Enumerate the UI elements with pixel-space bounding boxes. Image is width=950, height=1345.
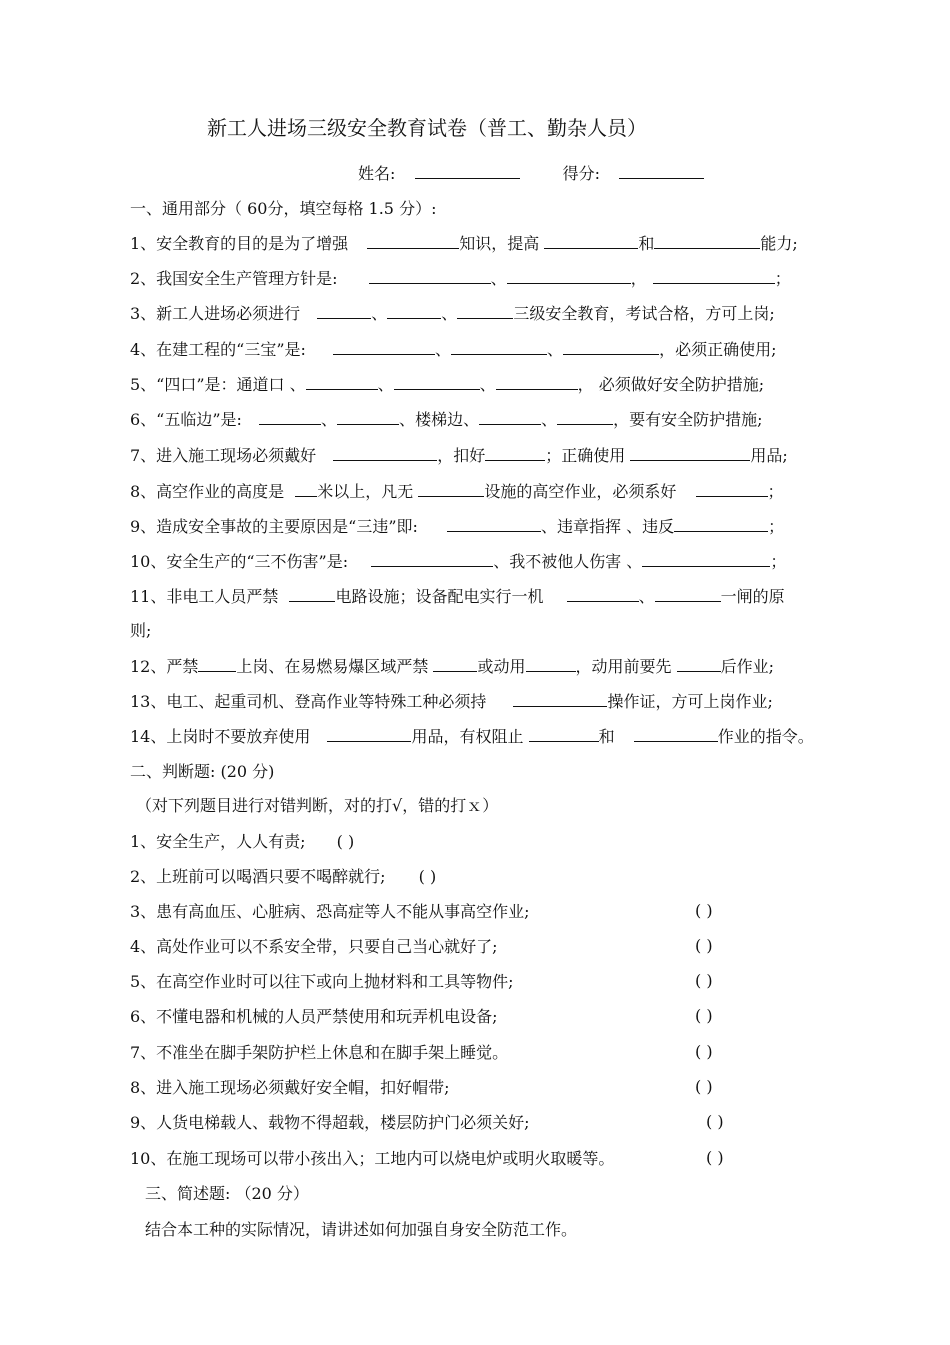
name-label: 姓名: — [358, 164, 396, 183]
q8-blank-2[interactable] — [418, 480, 484, 497]
judge-item-5-text: 5、在高空作业时可以往下或向上抛材料和工具等物件; — [130, 972, 514, 991]
q8-blank-3[interactable] — [696, 480, 768, 497]
q13-text-a: 13、电工、起重司机、登高作业等特殊工种必须持 — [130, 692, 487, 711]
judge-item-1-text: 1、安全生产，人人有责; — [130, 832, 306, 851]
q7-text-c: ；正确使用 — [545, 446, 626, 465]
q3-text-a: 3、新工人进场必须进行 — [130, 304, 301, 323]
q11-blank-3[interactable] — [655, 585, 721, 602]
q7-blank-2[interactable] — [485, 444, 545, 461]
judge-item-7-text: 7、不准坐在脚手架防护栏上休息和在脚手架上睡觉。 — [130, 1043, 509, 1062]
question-14 — [130, 725, 814, 748]
q14-blank-1[interactable] — [327, 725, 411, 742]
q2-blank-3[interactable] — [653, 267, 775, 284]
question-3 — [130, 302, 775, 325]
q7-blank-1[interactable] — [333, 444, 437, 461]
q11-text-b: 电路设施；设备配电实行一机 — [335, 587, 544, 606]
q6-sep-1: 、 — [321, 410, 338, 429]
q2-blank-2[interactable] — [507, 267, 631, 284]
q10-blank-1[interactable] — [371, 550, 493, 567]
q6-blank-4[interactable] — [557, 408, 613, 425]
q9-blank-1[interactable] — [447, 515, 541, 532]
q10-text-c: ； — [770, 552, 787, 571]
q6-text-a: 6、“五临边”是: — [130, 410, 242, 429]
question-11-continued: 则; — [130, 621, 152, 640]
exam-title: 新工人进场三级安全教育试卷（普工、勤杂人员） — [207, 116, 647, 140]
q7-text-d: 用品; — [750, 446, 788, 465]
q4-text-b: ，必须正确使用; — [659, 340, 777, 359]
score-blank[interactable] — [619, 162, 704, 179]
q12-text-d: ，动用前要先 — [575, 657, 672, 676]
q4-blank-3[interactable] — [563, 338, 659, 355]
q8-text-a: 8、高空作业的高度是 — [130, 482, 285, 501]
q2-sep-1: 、 — [490, 269, 507, 288]
q12-blank-1[interactable] — [198, 655, 236, 672]
q4-sep-2: 、 — [547, 340, 564, 359]
q11-blank-1[interactable] — [289, 585, 335, 602]
question-12 — [130, 655, 774, 678]
question-8 — [130, 480, 784, 503]
q1-text-b: 知识，提高 — [459, 234, 540, 253]
q13-blank-1[interactable] — [513, 690, 607, 707]
judge-item-6-answer[interactable]: ( ) — [695, 1006, 713, 1025]
q10-text-a: 10、安全生产的“三不伤害”是: — [130, 552, 349, 571]
section3-question: 结合本工种的实际情况，请讲述如何加强自身安全防范工作。 — [145, 1220, 578, 1239]
question-2 — [130, 267, 791, 290]
q2-blank-1[interactable] — [369, 267, 491, 284]
q12-text-b: 上岗、在易燃易爆区域严禁 — [236, 657, 429, 676]
judge-item-8-text: 8、进入施工现场必须戴好安全帽，扣好帽带; — [130, 1078, 450, 1097]
question-1 — [130, 232, 798, 255]
q10-blank-2[interactable] — [642, 550, 770, 567]
q11-blank-2[interactable] — [567, 585, 639, 602]
q3-blank-2[interactable] — [387, 302, 441, 319]
question-9 — [130, 515, 784, 538]
section1-heading: 一、通用部分（ 60分，填空每格 1.5 分）: — [130, 199, 437, 218]
judge-item-4-answer[interactable]: ( ) — [695, 936, 713, 955]
q12-text-c: 或动用 — [477, 657, 526, 676]
q1-text-c: 和 — [638, 234, 655, 253]
judge-item-2 — [130, 866, 436, 888]
q6-text-b: ，要有安全防护措施; — [613, 410, 763, 429]
judge-item-1-answer[interactable]: ( ) — [336, 832, 355, 851]
q9-text-a: 9、造成安全事故的主要原因是“三违”即: — [130, 517, 418, 536]
q4-sep-1: 、 — [435, 340, 452, 359]
question-7 — [130, 444, 788, 467]
q12-text-e: 后作业; — [720, 657, 775, 676]
judge-item-1 — [130, 831, 354, 853]
judge-item-5-answer[interactable]: ( ) — [695, 971, 713, 990]
q3-sep-2: 、 — [441, 304, 458, 323]
q5-blank-3[interactable] — [496, 373, 578, 390]
q11-sep: 、 — [638, 587, 655, 606]
judge-item-4-text: 4、高处作业可以不系安全带，只要自己当心就好了; — [130, 937, 498, 956]
q12-blank-4[interactable] — [677, 655, 721, 672]
question-13 — [130, 690, 773, 713]
name-blank[interactable] — [415, 162, 520, 179]
q2-sep-2: ， — [630, 269, 647, 288]
q1-blank-1[interactable] — [367, 232, 459, 249]
q5-sep-1: 、 — [377, 375, 394, 394]
judge-item-2-answer[interactable]: ( ) — [418, 867, 437, 886]
q12-text-a: 12、严禁 — [130, 657, 199, 676]
judge-item-3-answer[interactable]: ( ) — [695, 901, 713, 920]
judge-item-7-answer[interactable]: ( ) — [695, 1042, 713, 1061]
name-score-row — [358, 162, 704, 185]
q2-text-a: 2、我国安全生产管理方针是: — [130, 269, 338, 288]
question-5 — [130, 373, 764, 396]
q7-blank-3[interactable] — [630, 444, 750, 461]
question-10 — [130, 550, 786, 573]
q1-text-a: 1、安全教育的目的是为了增强 — [130, 234, 349, 253]
q11-text-a: 11、非电工人员严禁 — [130, 587, 279, 606]
q3-blank-3[interactable] — [457, 302, 513, 319]
q11-text-c: 一闸的原 — [720, 587, 785, 606]
q9-blank-2[interactable] — [674, 515, 768, 532]
q1-blank-3[interactable] — [654, 232, 760, 249]
q14-text-d: 作业的指令。 — [717, 727, 814, 746]
q9-text-c: ； — [768, 517, 785, 536]
q6-blank-3[interactable] — [479, 408, 541, 425]
q3-sep-1: 、 — [371, 304, 388, 323]
q7-text-b: ，扣好 — [437, 446, 486, 465]
question-6 — [130, 408, 763, 431]
q2-end: ； — [774, 269, 791, 288]
q12-blank-3[interactable] — [526, 655, 576, 672]
question-11 — [130, 585, 785, 608]
q6-sep-3: 、 — [541, 410, 558, 429]
q8-text-d: ； — [767, 482, 784, 501]
judge-item-6-text: 6、不懂电器和机械的人员严禁使用和玩弄机电设备; — [130, 1007, 498, 1026]
q3-text-b: 三级安全教育，考试合格，方可上岗; — [513, 304, 775, 323]
q1-blank-2[interactable] — [544, 232, 638, 249]
q8-blank-1[interactable] — [295, 480, 317, 497]
q5-blank-1[interactable] — [306, 373, 378, 390]
q4-text-a: 4、在建工程的“三宝”是: — [130, 340, 306, 359]
q4-blank-1[interactable] — [333, 338, 435, 355]
q5-text-a: 5、“四口”是：通道口 、 — [130, 375, 306, 394]
q1-text-d: 能力; — [760, 234, 798, 253]
section2-instruction: （对下列题目进行对错判断，对的打√，错的打ｘ） — [136, 796, 499, 815]
q5-text-b: ， 必须做好安全防护措施; — [577, 375, 765, 394]
q9-text-b: 、违章指挥 、违反 — [541, 517, 675, 536]
q6-stair-text: 楼梯边、 — [415, 410, 480, 429]
judge-item-10-answer[interactable]: ( ) — [706, 1148, 724, 1167]
section2-heading: 二、判断题: (20 分) — [130, 762, 275, 781]
q14-blank-3[interactable] — [634, 725, 718, 742]
q13-text-b: 操作证，方可上岗作业; — [607, 692, 773, 711]
q6-blank-2[interactable] — [337, 408, 399, 425]
judge-item-3-text: 3、患有高血压、心脏病、恐高症等人不能从事高空作业; — [130, 902, 530, 921]
q5-blank-2[interactable] — [394, 373, 480, 390]
q12-blank-2[interactable] — [433, 655, 477, 672]
q8-text-c: 设施的高空作业，必须系好 — [484, 482, 677, 501]
q3-blank-1[interactable] — [317, 302, 371, 319]
q6-blank-1[interactable] — [259, 408, 321, 425]
judge-item-10-text: 10、在施工现场可以带小孩出入；工地内可以烧电炉或明火取暖等。 — [130, 1149, 615, 1168]
q14-text-c: 和 — [598, 727, 615, 746]
q7-text-a: 7、进入施工现场必须戴好 — [130, 446, 317, 465]
score-label: 得分: — [562, 164, 600, 183]
q5-sep-2: 、 — [479, 375, 496, 394]
q14-text-a: 14、上岗时不要放弃使用 — [130, 727, 311, 746]
q10-text-b: 、我不被他人伤害 、 — [493, 552, 643, 571]
q14-blank-2[interactable] — [529, 725, 599, 742]
q8-text-b: 米以上，凡无 — [317, 482, 414, 501]
q4-blank-2[interactable] — [451, 338, 547, 355]
question-4 — [130, 338, 776, 361]
judge-item-2-text: 2、上班前可以喝酒只要不喝醉就行; — [130, 867, 386, 886]
judge-item-9-answer[interactable]: ( ) — [706, 1112, 724, 1131]
judge-item-9-text: 9、人货电梯载人、载物不得超载，楼层防护门必须关好; — [130, 1113, 530, 1132]
q6-sep-2: 、 — [399, 410, 416, 429]
judge-item-8-answer[interactable]: ( ) — [695, 1077, 713, 1096]
section3-heading: 三、简述题: （20 分） — [145, 1184, 309, 1203]
q14-text-b: 用品，有权阻止 — [411, 727, 524, 746]
